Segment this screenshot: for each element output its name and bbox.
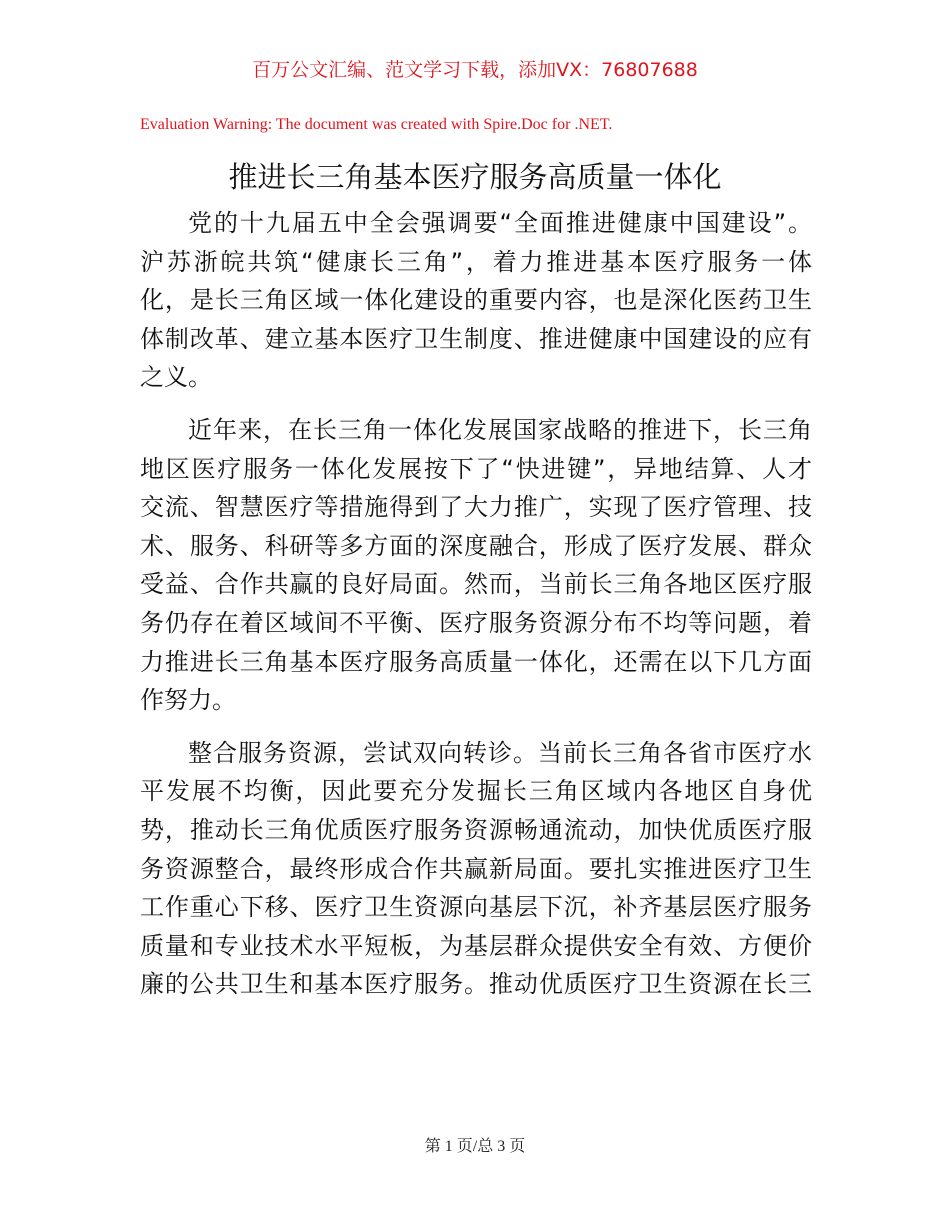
paragraph-2	[140, 411, 812, 720]
paragraph-line: 党的十九届五中全会强调要“全面推进健康中国建设”。	[188, 209, 812, 237]
paragraph-line: 平发展不均衡，因此要充分发掘长三角区域内各地区自身优	[140, 777, 812, 806]
paragraph-line: 力推进长三角基本医疗服务高质量一体化，还需在以下几方面	[140, 647, 812, 676]
paragraph-line: 务资源整合，最终形成合作共赢新局面。要扎实推进医疗卫生	[140, 854, 812, 883]
evaluation-warning: Evaluation Warning: The document was created with Spire.Doc for .NET.	[140, 116, 613, 133]
paragraph-line: 受益、合作共赢的良好局面。然而，当前长三角各地区医疗服	[140, 570, 812, 599]
paragraph-line: 沪苏浙皖共筑“健康长三角”，着力推进基本医疗服务一体	[140, 247, 812, 276]
document-body	[140, 204, 812, 1018]
paragraph-line: 之义。	[140, 363, 212, 392]
paragraph-line: 质量和专业技术水平短板，为基层群众提供安全有效、方便价	[140, 931, 812, 960]
paragraph-line: 工作重心下移、医疗卫生资源向基层下沉，补齐基层医疗服务	[140, 893, 812, 922]
paragraph-line: 化，是长三角区域一体化建设的重要内容，也是深化医药卫生	[140, 286, 812, 315]
paragraph-line: 体制改革、建立基本医疗卫生制度、推进健康中国建设的应有	[140, 324, 812, 353]
paragraph-line: 作努力。	[140, 686, 236, 715]
paragraph-line: 廉的公共卫生和基本医疗服务。推动优质医疗卫生资源在长三	[140, 970, 812, 999]
paragraph-line: 务仍存在着区域间不平衡、医疗服务资源分布不均等问题，着	[140, 608, 812, 637]
page-indicator: 第 1 页/总 3 页	[424, 1138, 526, 1155]
paragraph-line: 交流、智慧医疗等措施得到了大力推广，实现了医疗管理、技	[140, 493, 812, 522]
paragraph-line: 近年来，在长三角一体化发展国家战略的推进下，长三角	[188, 415, 812, 444]
paragraph-3	[140, 734, 812, 1004]
paragraph-line: 术、服务、科研等多方面的深度融合，形成了医疗发展、群众	[140, 531, 812, 560]
header-banner: 百万公文汇编、范文学习下载，添加VX：76807688	[252, 59, 698, 81]
paragraph-line: 地区医疗服务一体化发展按下了“快进键”，异地结算、人才	[140, 454, 812, 483]
paragraph-1	[140, 204, 812, 397]
paragraph-line: 势，推动长三角优质医疗服务资源畅通流动，加快优质医疗服	[140, 815, 812, 844]
paragraph-line: 整合服务资源，尝试双向转诊。当前长三角各省市医疗水	[188, 738, 812, 767]
document-title: 推进长三角基本医疗服务高质量一体化	[228, 160, 722, 194]
